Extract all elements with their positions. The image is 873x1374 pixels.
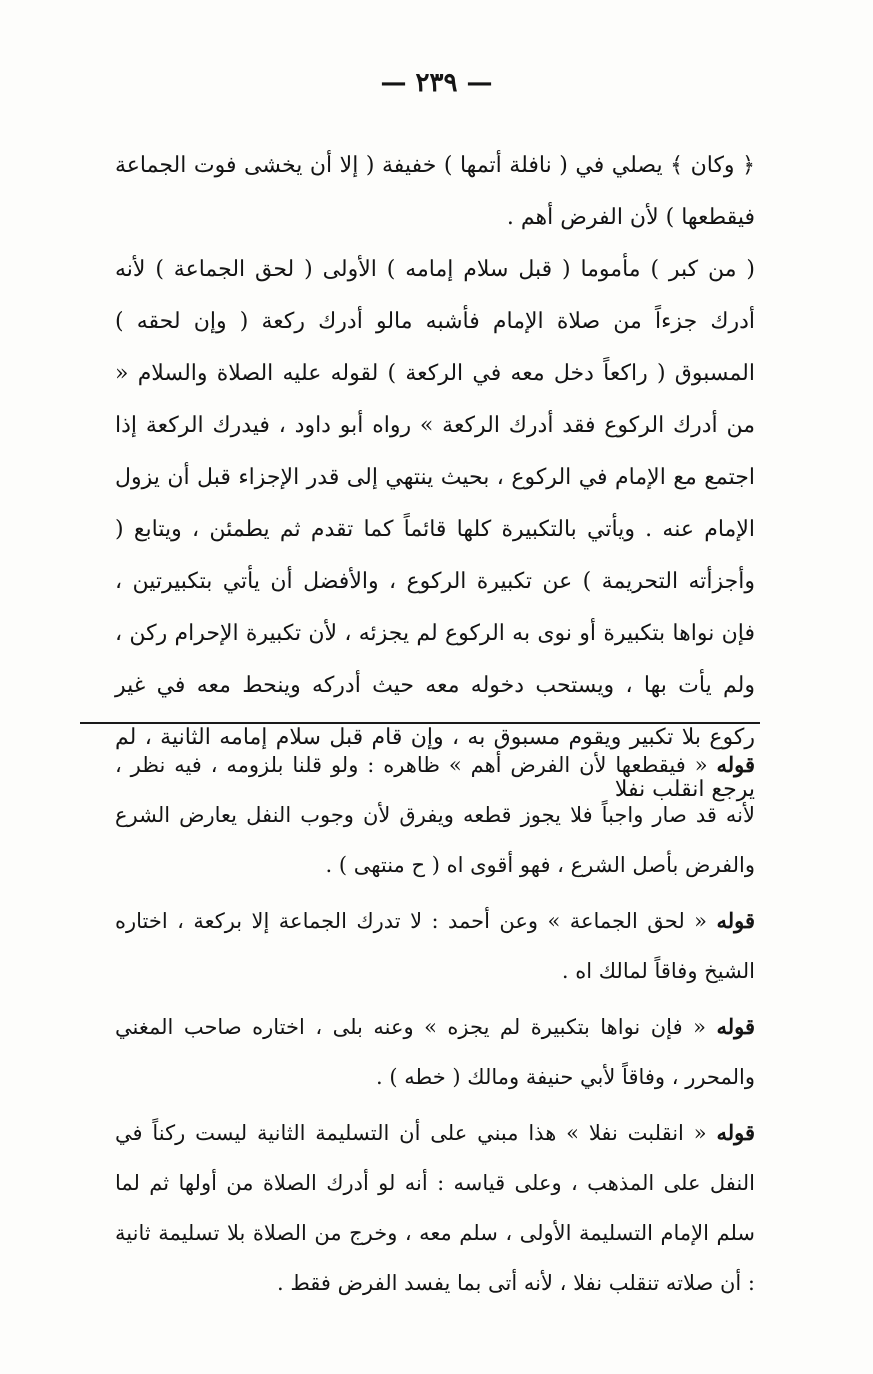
page-number: — ٢٣٩ — <box>380 68 493 98</box>
footnote-text: « انقلبت نفلا » هذا مبني على أن التسليمة الثانية ليست ركناً في النفل على المذهب ، وعلى قياسه : أنه لو أدرك الصلاة من أولها ثم لما سلم الإمام التسليمة الأولى ، سلم معه ، وخرج من الصلاة بلا تسليمة ثانية : أن صلاته تنقلب نفلا ، لأنه أتى بما يفسد الفرض فقط . <box>115 1121 755 1295</box>
footnote <box>115 1108 755 1308</box>
footnote-text: « فإن نواها بتكبيرة لم يجزه » وعنه بلى ، اختاره صاحب المغني والمحرر ، وفاقاً لأبي حنيفة ومالك ( خطه ) . <box>115 1015 755 1089</box>
footnote <box>115 896 755 996</box>
footnote-label: قوله <box>716 1120 755 1145</box>
footnote <box>115 740 755 890</box>
footnote-text: « لحق الجماعة » وعن أحمد : لا تدرك الجماعة إلا بركعة ، اختاره الشيخ وفاقاً لمالك اه . <box>115 909 755 983</box>
footnote-divider <box>80 722 760 724</box>
footnotes <box>115 740 755 1314</box>
footnote-text: « فيقطعها لأن الفرض أهم » ظاهره : ولو قلنا بلزومه ، فيه نظر ، لأنه قد صار واجباً فلا يجوز قطعه ويفرق لأن وجوب النفل يعارض الشرع والفرض بأصل الشرع ، فهو أقوى اه ( ح منتهى ) . <box>115 753 755 877</box>
main-text <box>115 140 755 816</box>
footnote-label: قوله <box>716 908 755 933</box>
footnote <box>115 1002 755 1102</box>
footnote-label: قوله <box>716 752 755 777</box>
footnote-label: قوله <box>716 1014 755 1039</box>
main-paragraph: ﴿ وكان ﴾ يصلي في ( نافلة أتمها ) خفيفة ( إلا أن يخشى فوت الجماعة فيقطعها ) لأن الفرض أهم . <box>115 153 755 230</box>
main-paragraph: ( من كبر ) مأموما ( قبل سلام إمامه ) الأولى ( لحق الجماعة ) لأنه أدرك جزءاً من صلاة الإمام فأشبه مالو أدرك ركعة ( وإن لحقه ) المسبوق ( راكعاً دخل معه في الركعة ) لقوله عليه الصلاة والسلام « من أدرك الركوع فقد أدرك الركعة » رواه أبو داود ، فيدرك الركعة إذا اجتمع مع الإمام في الركوع ، بحيث ينتهي إلى قدر الإجزاء قبل أن يزول الإمام عنه . ويأتي بالتكبيرة كلها قائماً كما تقدم ثم يطمئن ، ويتابع ( وأجزأته التحريمة ) عن تكبيرة الركوع ، والأفضل أن يأتي بتكبيرتين ، فإن نواها بتكبيرة أو نوى به الركوع لم يجزئه ، لأن تكبيرة الإحرام ركن ، ولم يأت بها ، ويستحب دخوله معه حيث أدركه وينحط معه في غير ركوع بلا تكبير ويقوم مسبوق به ، وإن قام قبل سلام إمامه الثانية ، لم يرجع انقلب نفلا <box>115 257 755 802</box>
